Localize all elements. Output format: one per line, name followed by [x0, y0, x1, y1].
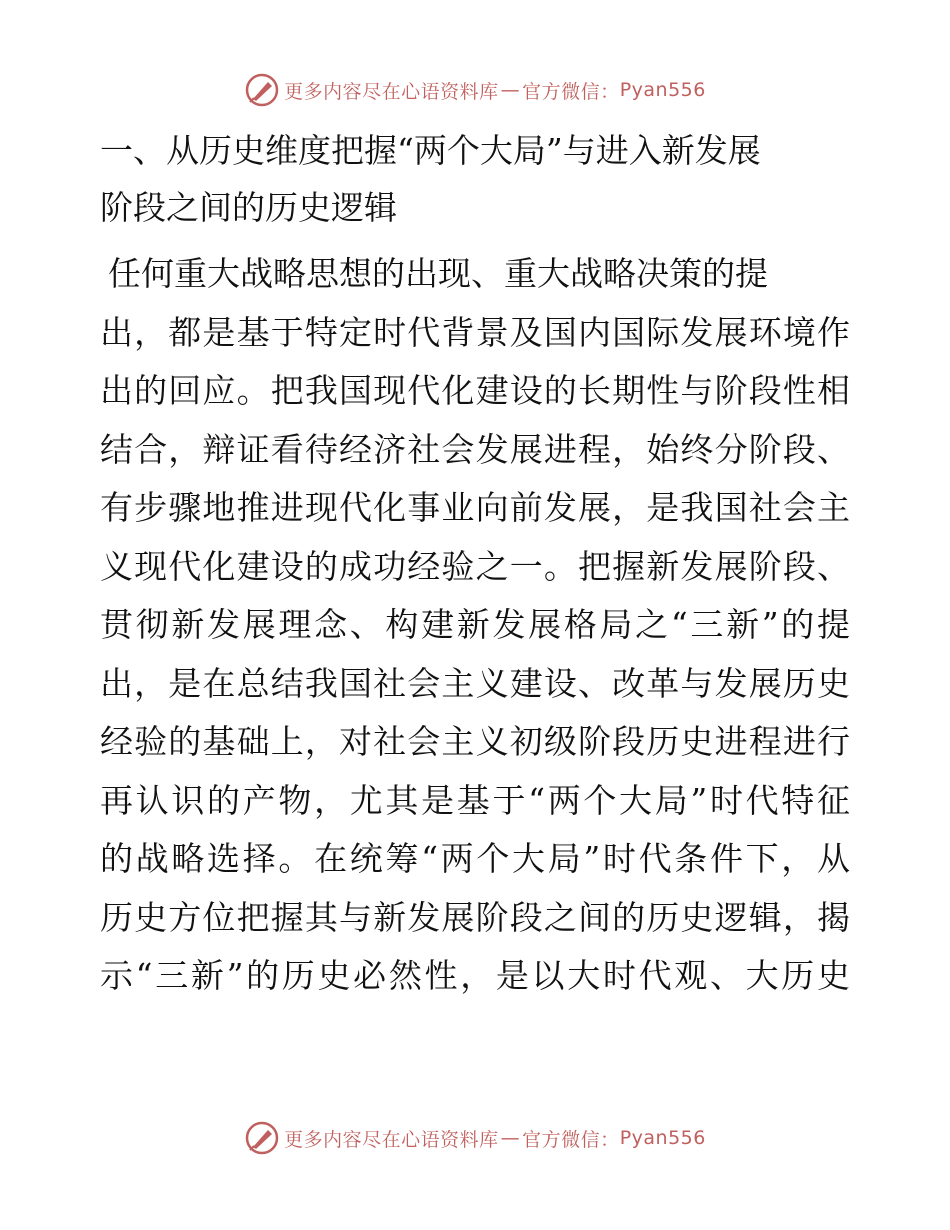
pen-nib-logo-icon: [244, 1120, 280, 1156]
paragraph-line: 有步骤地推进现代化事业向前发展，是我国社会主: [100, 488, 850, 527]
heading-line: 一、从历史维度把握“两个大局”与进入新发展: [100, 131, 761, 170]
paragraph-line: 经验的基础上，对社会主义初级阶段历史进程进行: [100, 722, 850, 761]
paragraph-line: 示“三新”的历史必然性，是以大时代观、大历史: [100, 956, 850, 995]
header-banner: [0, 70, 950, 110]
banner-text: 更多内容尽在心语资料库: [284, 1128, 499, 1151]
heading-line: 阶段之间的历史逻辑: [100, 188, 397, 227]
banner-separator: —: [500, 79, 521, 101]
banner-wechat-label: 官方微信：: [522, 80, 620, 103]
paragraph-line: 出，都是基于特定时代背景及国内国际发展环境作: [100, 312, 850, 352]
paragraph-line: 再认识的产物，尤其是基于“两个大局”时代特征: [100, 780, 850, 820]
paragraph-line: 义现代化建设的成功经验之一。把握新发展阶段、: [100, 546, 850, 586]
banner-text: 更多内容尽在心语资料库: [284, 80, 499, 103]
paragraph-line: 贯彻新发展理念、构建新发展格局之“三新”的提: [100, 605, 850, 644]
footer-banner: [0, 1118, 950, 1158]
section-heading: [100, 122, 845, 236]
banner-wechat-label: 官方微信：: [522, 1128, 620, 1151]
paragraph-line: 的战略选择。在统筹“两个大局”时代条件下，从: [100, 839, 850, 878]
banner-separator: —: [500, 1127, 521, 1149]
banner-wechat-id: Pyan556: [619, 79, 706, 101]
paragraph-line: 结合，辩证看待经济社会发展进程，始终分阶段、: [100, 429, 850, 469]
pen-nib-logo-icon: [244, 72, 280, 108]
body-paragraph: [100, 245, 850, 1006]
banner-wechat-id: Pyan556: [619, 1127, 706, 1149]
paragraph-line: 历史方位把握其与新发展阶段之间的历史逻辑，揭: [100, 897, 850, 937]
paragraph-line: 出的回应。把我国现代化建设的长期性与阶段性相: [100, 371, 850, 410]
paragraph-line: 任何重大战略思想的出现、重大战略决策的提: [108, 254, 768, 293]
paragraph-line: 出，是在总结我国社会主义建设、改革与发展历史: [100, 663, 850, 703]
